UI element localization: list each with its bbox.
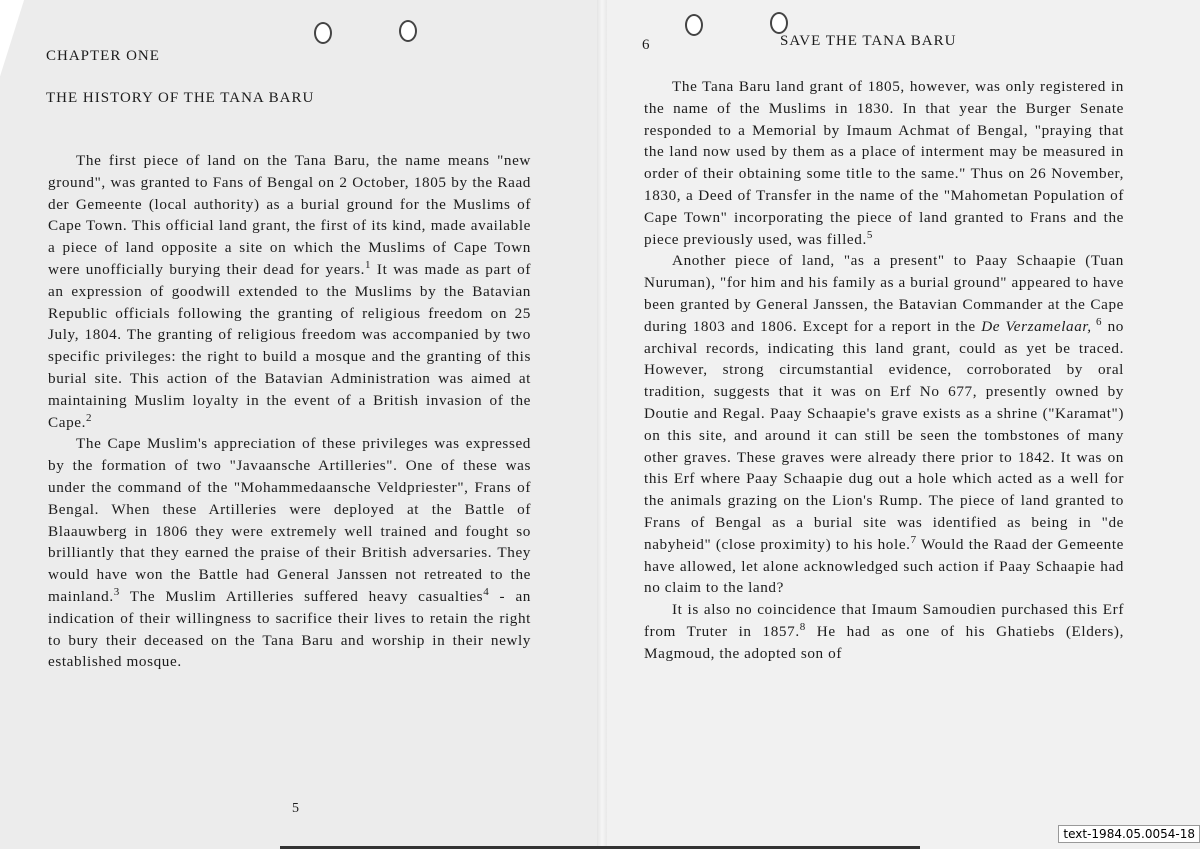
punch-hole [770, 12, 788, 34]
paragraph: The Cape Muslim's appreciation of these privileges was expressed by the formation of two "Javaansche Artilleries". One of these was under the command of the "Mohammedaansche Veldpriester", Frans of Bengal. When these Artilleries were deployed at the Battle of Blaauwberg in 1806 they were extremely well trained and fought so brilliantly that they earned the praise of their British adversaries. They would have won the Battle had General Janssen not retreated to the mainland.$^3$ The Muslim Artilleries suffered heavy casualties$^4$ - an indication of their willingness to sacrifice their lives to retain the right to bury their deceased on the Tana Baru and worship in their newly established mosque. [48, 435, 531, 671]
page-number-left: 5 [292, 801, 299, 816]
chapter-heading: CHAPTER ONE [46, 48, 160, 64]
punch-hole [314, 22, 332, 44]
chapter-title: THE HISTORY OF THE TANA BARU [46, 90, 315, 106]
right-body [644, 76, 1124, 665]
punch-hole [685, 14, 703, 36]
paragraph: The Tana Baru land grant of 1805, however, was only registered in the name of the Muslims in 1830. In that year the Burger Senate responded to a Memorial by Imaum Achmat of Bengal, "praying that the land now used by them as a place of interment may be measured in order of their obtaining some title to the same." Thus on 26 November, 1830, a Deed of Transfer in the name of the "Mahometan Population of Cape Town" incorporating the piece of land granted to Frans and the piece previously used, was filled.$^5$ [644, 78, 1124, 248]
paragraph: Another piece of land, "as a present" to Paay Schaapie (Tuan Nuruman), "for him and his family as a burial ground" appeared to have been granted by General Janssen, the Batavian Commander at the Cape during 1803 and 1806. Except for a report in the De Verzamelaar, $^6$ no archival records, indicating this land grant, could as yet be traced. However, strong circumstantial evidence, corroborated by oral tradition, suggests that it was on Erf No 677, presently owned by Doutie and Regal. Paay Schaapie's grave exists as a shrine ("Karamat") on this site, and around it can still be seen the tombstones of many other graves. These graves were already there prior to 1842. It was on this Erf where Paay Schaapie dug out a hole which acted as a well for the animals grazing on the Lion's Rump. The piece of land granted to Frans of Bengal as a burial site was identified as being in "de nabyheid" (close proximity) to his hole.$^7$ Would the Raad der Gemeente have allowed, let alone acknowledged such action if Paay Schaapie had no claim to the land? [644, 252, 1125, 597]
left-body [48, 150, 531, 673]
punch-hole [399, 20, 417, 42]
page-number-right: 6 [642, 37, 651, 53]
paragraph: It is also no coincidence that Imaum Samoudien purchased this Erf from Truter in 1857.$^8$ He had as one of his Ghatiebs (Elders), Magmoud, the adopted son of [644, 601, 1124, 662]
running-head: SAVE THE TANA BARU [780, 33, 957, 49]
paragraph: The first piece of land on the Tana Baru, the name means "new ground", was granted to Fans of Bengal on 2 October, 1805 by the Raad der Gemeente (local authority) as a burial ground for the Muslims of Cape Town. This official land grant, the first of its kind, made available a piece of land opposite a site on which the Muslims of Cape Town were unofficially burying their dead for years.$^1$ It was made as part of an expression of goodwill extended to the Muslims by the Batavian Republic officials following the granting of religious freedom on 25 July, 1804. The granting of religious freedom was accompanied by two specific privileges: the right to build a mosque and the granting of this burial site. This action of the Batavian Administration was aimed at maintaining Muslim loyalty in the event of a British invasion of the Cape.$^2$ [48, 152, 531, 431]
archive-stamp: text-1984.05.0054-18 [1058, 825, 1200, 843]
book-gutter [597, 0, 607, 849]
